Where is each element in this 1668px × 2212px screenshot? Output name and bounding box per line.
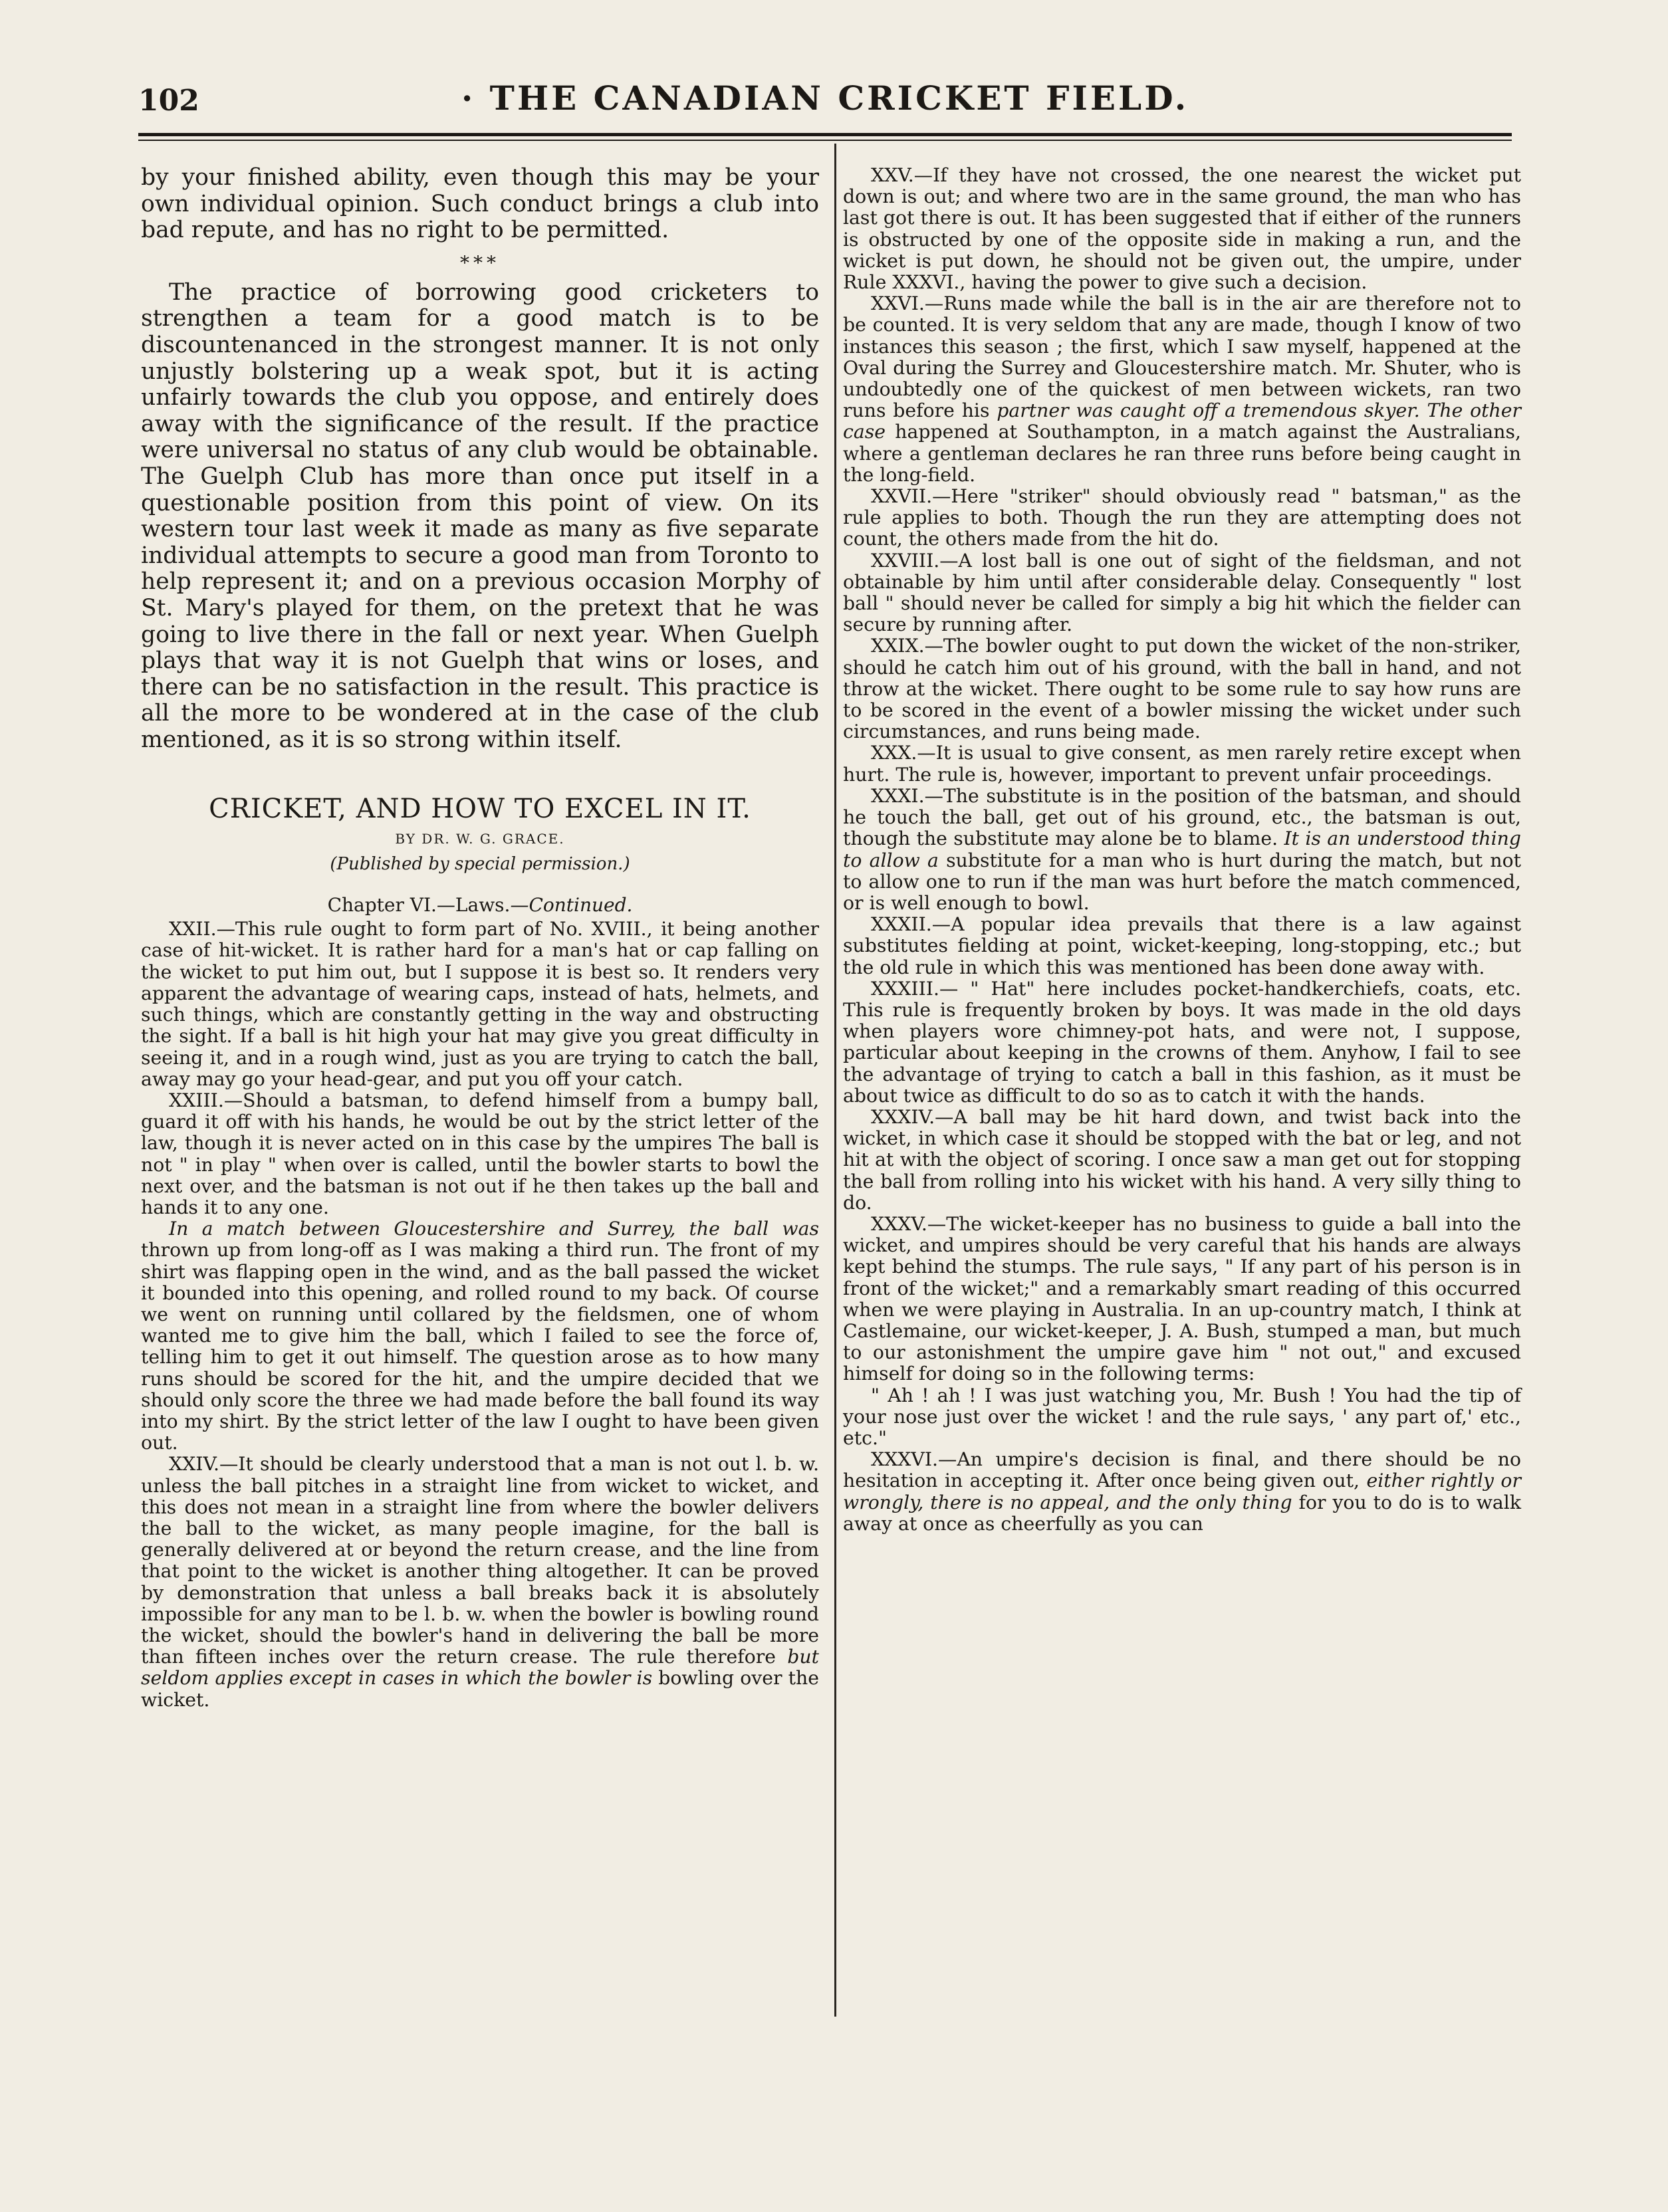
law-28-paragraph: XXVIII.—A lost ball is one out of sight of the fieldsman, and not obtainable by him until after considerable delay. Consequently " lost ball " should never be called for simply a big hit which the fielder can secure by running after. <box>843 549 1521 636</box>
law-24-end: bowling over the wicket. <box>141 1667 819 1711</box>
header-rule-thick <box>138 133 1512 136</box>
law-25-paragraph: XXV.—If they have not crossed, the one nearest the wicket put down is out; and where two are in the same ground, the man who has last got there is out. It has been suggested that if either of the runners is obstructed by one of the opposite side in making a run, and the wicket is put down, he should not be given out, the umpire, under Rule XXXVI., having the power to give such a decision. <box>843 164 1521 294</box>
law-32-paragraph: XXXII.—A popular idea prevails that there is a law against substitutes fielding at point, wicket-keeping, long-stopping, etc.; but the old rule in which this was mentioned has been done away with. <box>843 913 1521 978</box>
law-31-italic: It is an understood thing to allow a <box>843 828 1521 871</box>
anecdote-text: thrown up from long-off as I was making a third run. The front of my shirt was flapping open in the wind, and as the ball passed the wicket it bounded into this opening, and rolled round to my back. Of course we went on running until collared by the fieldsmen, one of whom wanted me to give him the ball, which I failed to see the force of, telling him to get it out himself. The question arose as to how many runs should be scored for the hit, and the umpire decided that we should only score the three we had made before the ball found its way into my shirt. By the strict letter of the law I ought to have been given out. <box>141 1239 819 1454</box>
article-byline: BY DR. W. G. GRACE. <box>395 830 565 847</box>
law-22-paragraph: XXII.—This rule ought to form part of No. XVIII., it being another case of hit-wicket. It is rather hard for a man's hat or cap falling on the wicket to put him out, but I suppose it is best so. It renders very apparent the advantage of wearing caps, instead of hats, helmets, and such things, which are constantly getting in the way and obstructing the sight. If a ball is hit high your hat may give you great difficulty in seeing it, and in a rough wind, just as you are trying to catch the ball, away may go your head-gear, and put you off your catch. <box>141 918 819 1090</box>
law-34-paragraph: XXXIV.—A ball may be hit hard down, and twist back into the wicket, in which case it should be stopped with the bat or leg, and not hit at with the object of scoring. I once saw a man get out for stopping the ball from rolling into his wicket with his hand. A very silly thing to do. <box>843 1105 1521 1214</box>
law-26-italic: partner was caught off a tremendous skyer. The other case <box>843 399 1522 443</box>
law-31-end: substitute for a man who is hurt during the match, but not to allow one to run if the man was hurt before the match commenced, or is well enough to bowl. <box>843 849 1521 914</box>
law-35-paragraph: XXXV.—The wicket-keeper has no business to guide a ball into the wicket, and umpires should be very careful that his hands are always kept behind the stumps. The rule says, " If any part of his person is in front of the wicket;" and a remarkably smart reading of this occurred when we were playing in Australia. In an up-country match, I think at Castlemaine, our wicket-keeper, J. A. Bush, stumped a man, but much to our astonishment the umpire gave him " not out," and excused himself for doing so in the following terms: <box>843 1212 1521 1385</box>
law-23-paragraph: XXIII.—Should a batsman, to defend himself from a bumpy ball, guard it off with his hands, he would be out by the strict letter of the law, though it is never acted on in this case by the umpires The ball is not " in play " when over is called, until the bowler starts to bowl the next over, and the batsman is not out if he then takes up the ball and hands it to any one. <box>141 1089 819 1218</box>
permission-note: (Published by special permission.) <box>330 853 630 874</box>
law-31-paragraph <box>843 786 1521 914</box>
intro-paragraph: by your finished ability, even though this may be your own individual opinion. Such conduct brings a club into bad repute, and has no right to be permitted. <box>141 164 819 244</box>
law-24-italic: but seldom applies except in cases in which the bowler is <box>141 1646 819 1690</box>
law-36-italic: either rightly or wrongly, there is no appeal, and the only thing <box>843 1470 1521 1513</box>
page-number: 102 <box>138 84 199 118</box>
law-29-paragraph: XXIX.—The bowler ought to put down the wicket of the non-striker, should he catch him out of his ground, with the ball in hand, and not throw at the wicket. There ought to be some rule to say how runs are to be scored in the event of a bowler missing the wicket under such circumstances, and runs being made. <box>843 635 1521 743</box>
law-33-paragraph: XXXIII.— " Hat" here includes pocket-handkerchiefs, coats, etc. This rule is frequently broken by boys. It was made in the old days when players wore chimney-pot hats, and were not, I suppose, particular about keeping in the crowns of them. Anyhow, I fail to see the advantage of trying to catch a ball in this fashion, as it must be about twice as difficult to do so as to catch it with the hands. <box>843 977 1521 1107</box>
law-30-paragraph: XXX.—It is usual to give consent, as men rarely retire except when hurt. The rule is, however, important to prevent unfair proceedings. <box>843 742 1521 786</box>
law-26-end: happened at Southampton, in a match against the Australians, where a gentleman declares he ran three runs before being caught in the long-field. <box>843 421 1521 486</box>
law-27-paragraph: XXVII.—Here "striker" should obviously read " batsman," as the rule applies to both. Though the run they are attempting does not count, the others made from the hit do. <box>843 485 1521 550</box>
chapter-continued: —Continued. <box>510 894 633 917</box>
chapter-title: Chapter VI.—Laws. <box>327 894 511 917</box>
law-24-paragraph <box>141 1454 819 1710</box>
masthead-title: · THE CANADIAN CRICKET FIELD. <box>461 78 1189 118</box>
law-31-text: XXXI.—The substitute is in the position of the batsman, and should he touch the ball, get out of his ground, etc., the batsman is out, though the substitute may alone be to blame. <box>843 784 1521 850</box>
chapter-heading <box>141 895 819 916</box>
law-36-end: for you to do is to walk away at once as cheerfully as you can <box>843 1491 1521 1535</box>
right-column <box>843 165 1521 1535</box>
header-rule-thin <box>138 140 1512 141</box>
left-column <box>141 165 819 1711</box>
law-26-paragraph <box>843 293 1521 486</box>
umpire-quote: " Ah ! ah ! I was just watching you, Mr. Bush ! You had the tip of your nose just over the wicket ! and the rule says, ' any part of,' etc., etc." <box>843 1384 1521 1449</box>
law-26-text: XXVI.—Runs made while the ball is in the air are therefore not to be counted. It is very seldom that any are made, though I know of two instances this season ; the first, which I saw myself, happened at the Oval during the Surrey and Gloucestershire match. Mr. Shuter, who is undoubtedly one of the quickest of men between wickets, ran two runs before his <box>843 292 1521 422</box>
article-title: CRICKET, AND HOW TO EXCEL IN IT. <box>209 794 751 825</box>
section-separator: *** <box>460 251 500 274</box>
left-column-editorial <box>141 165 819 753</box>
column-divider <box>834 144 836 2017</box>
law-24-text: XXIV.—It should be clearly understood that a man is not out l. b. w. unless the ball pitches in a straight line from wicket to wicket, and this does not mean in a straight line from where the bowler delivers the ball to the wicket, as many people imagine, for the ball is generally delivered at or beyond the return crease, and the line from that point to the wicket is another thing altogether. It can be proved by demonstration that unless a ball breaks back it is absolutely impossible for any man to be l. b. w. when the bowler is bowling round the wicket, should the bowler's hand in delivering the ball be more than fifteen inches over the return crease. The rule therefore <box>141 1453 819 1668</box>
borrowing-paragraph: The practice of borrowing good cricketers to strengthen a team for a good match is to be discountenanced in the strongest manner. It is not only unjustly bolstering up a weak spot, but it is acting unfairly towards the club you oppose, and entirely does away with the significance of the result. If the practice were universal no status of any club would be obtainable. The Guelph Club has more than once put itself in a questionable position from this point of view. On its western tour last week it made as many as five separate individual attempts to secure a good man from Toronto to help represent it; and on a previous occasion Morphy of St. Mary's played for them, on the pretext that he was going to live there in the fall or next year. When Guelph plays that way it is not Guelph that wins or loses, and there can be no satisfaction in the result. This practice is all the more to be wondered at in the case of the club mentioned, as it is so strong within itself. <box>141 278 819 753</box>
law-36-paragraph <box>843 1449 1521 1535</box>
anecdote-paragraph <box>141 1218 819 1454</box>
anecdote-italic: In a match between Gloucestershire and Surrey, the ball was <box>169 1218 819 1240</box>
law-36-text: XXXVI.—An umpire's decision is final, and there should be no hesitation in accepting it. After once being given out, <box>843 1448 1521 1492</box>
